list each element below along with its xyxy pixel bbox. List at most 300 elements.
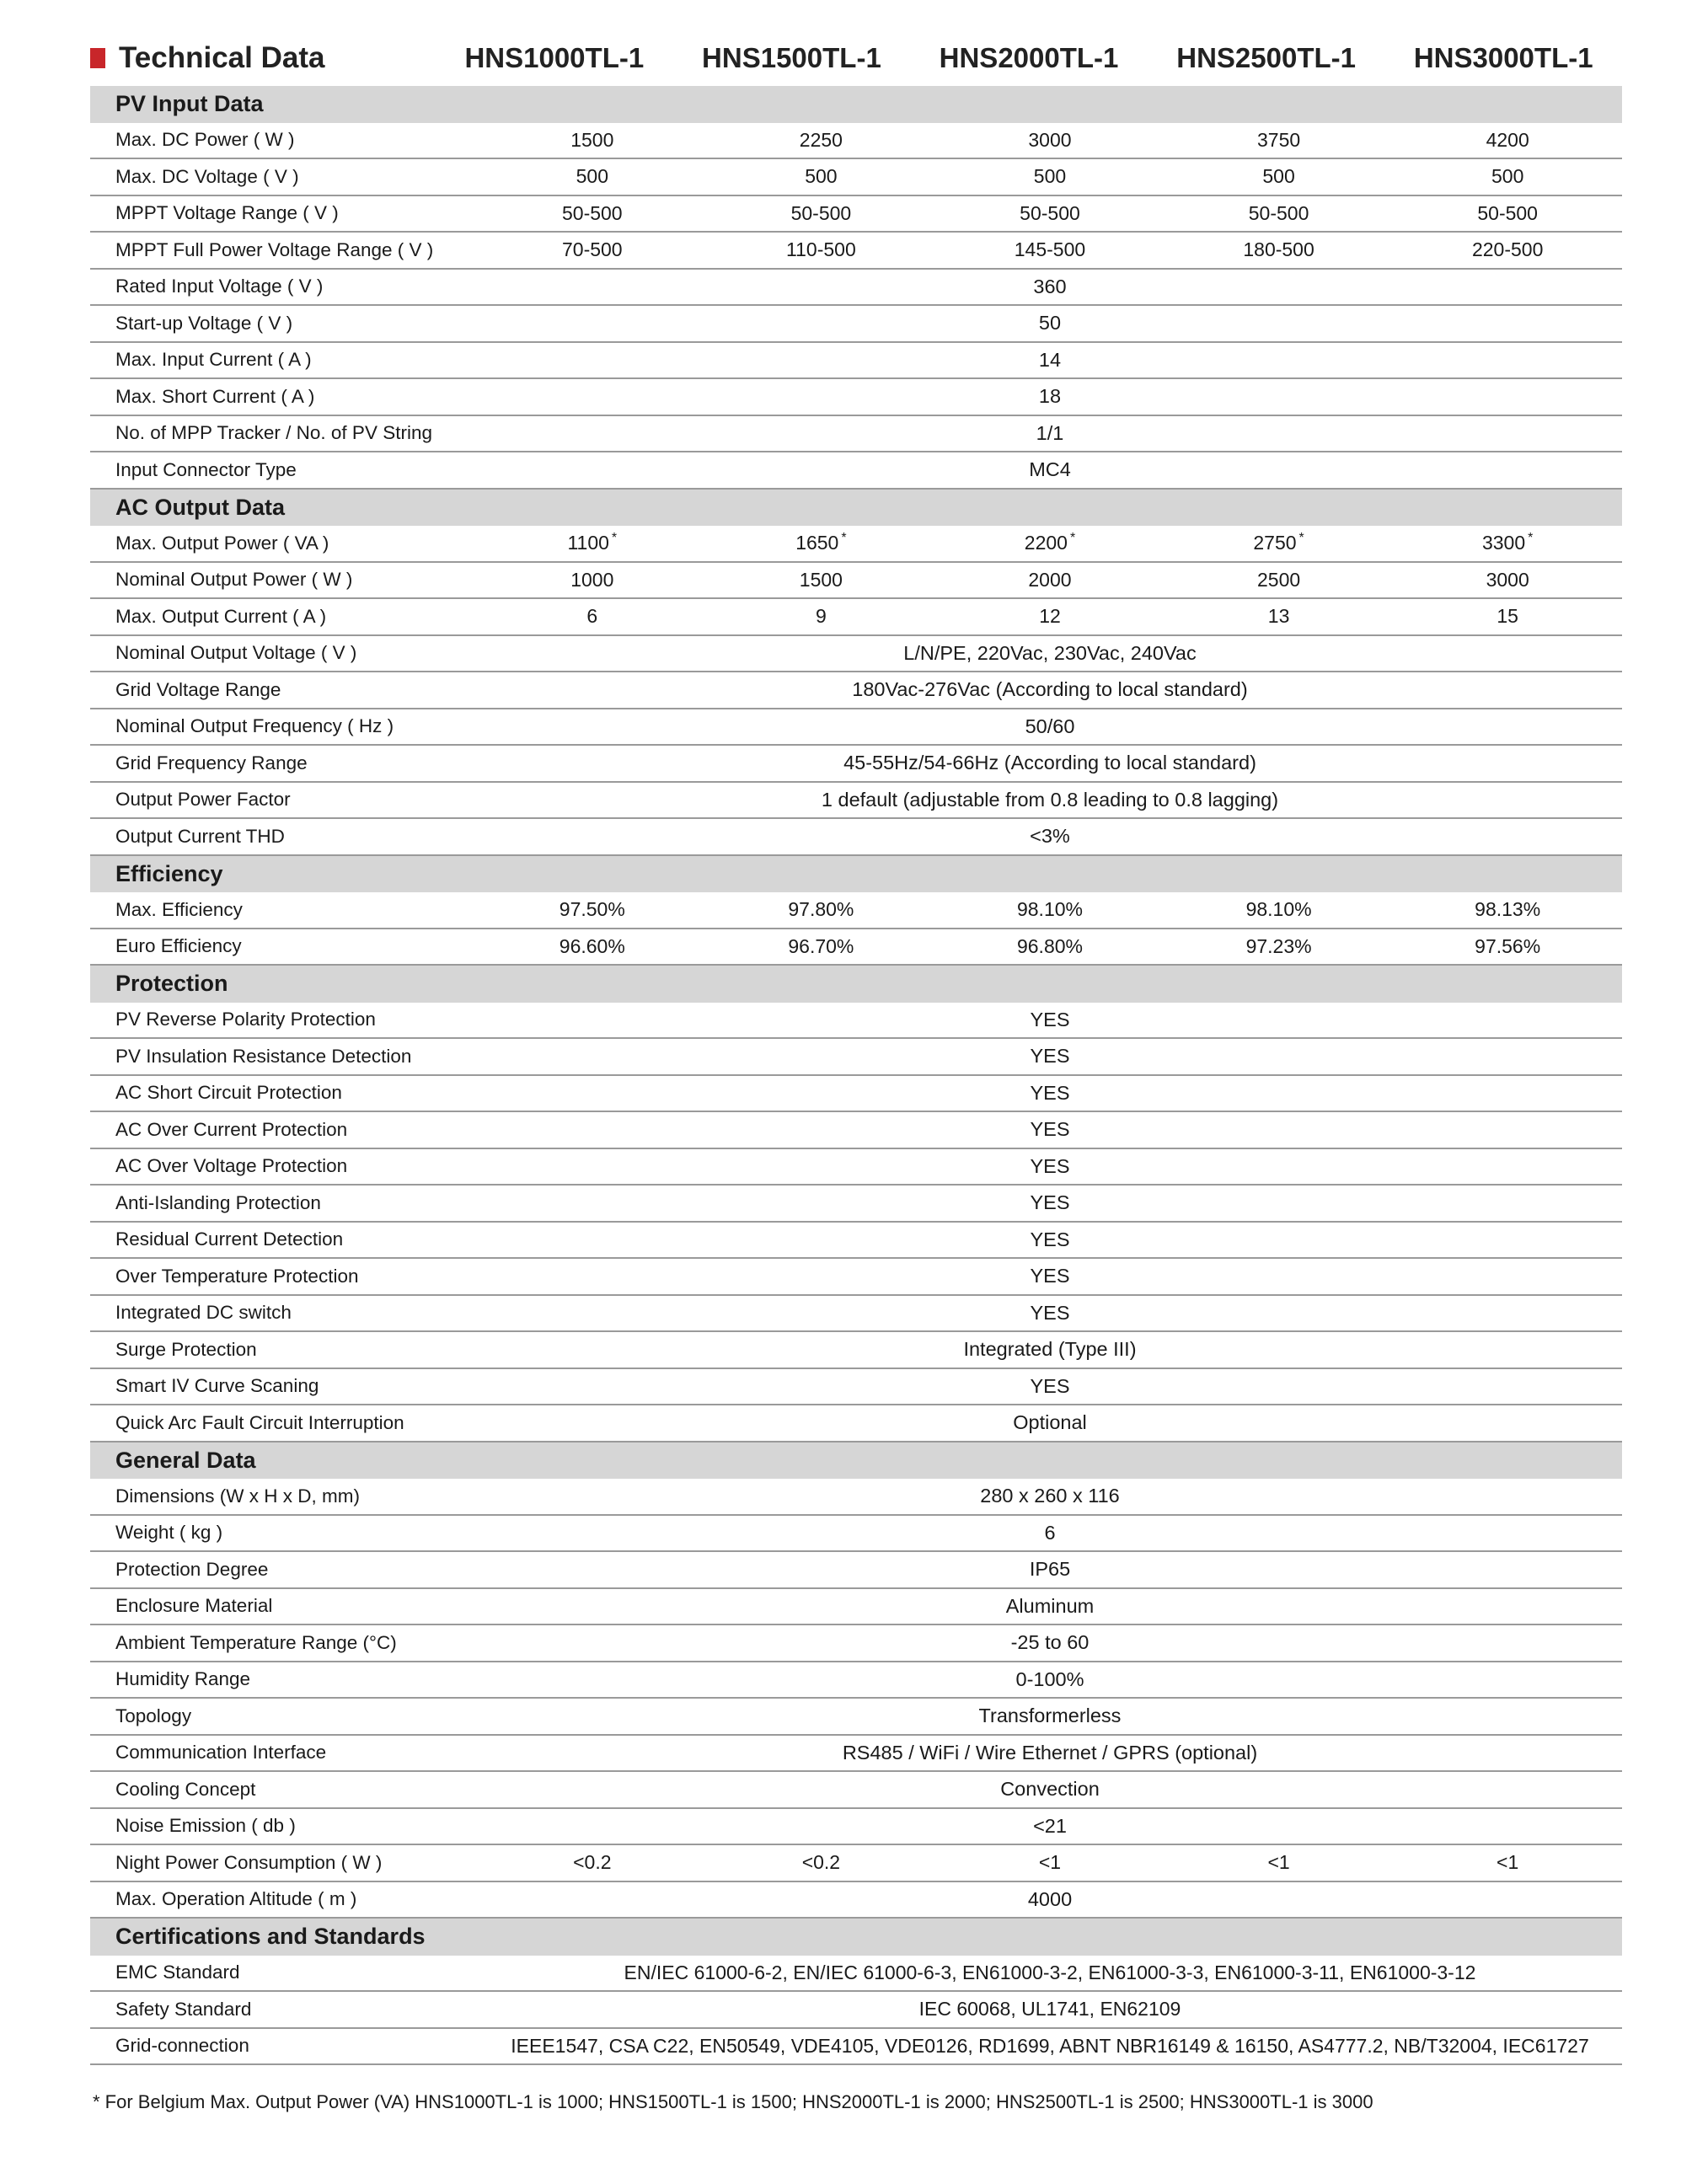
- table-row: [90, 1076, 1622, 1113]
- value-cell: [1393, 569, 1622, 591]
- row-label: Safety Standard: [115, 1998, 252, 2020]
- shared-value-cell: EN/IEC 61000-6-2, EN/IEC 61000-6-3, EN61000-3-2, EN61000-3-3, EN61000-3-11, EN61000-3-12: [624, 1961, 1476, 1983]
- value-cell: [478, 532, 707, 554]
- table-row: [90, 1369, 1622, 1406]
- row-values: [478, 1778, 1622, 1801]
- value-cell: [478, 569, 707, 591]
- value-cell: [478, 238, 707, 261]
- value-text: 180-500: [1243, 238, 1314, 261]
- value-cell: [1165, 129, 1394, 152]
- table-row: [90, 1259, 1622, 1296]
- row-values: [478, 1815, 1622, 1838]
- value-cell: [1393, 532, 1622, 554]
- shared-value-cell: YES: [1030, 1154, 1070, 1177]
- value-cell: [707, 605, 936, 628]
- row-values: [478, 1888, 1622, 1911]
- row-label: Enclosure Material: [115, 1595, 273, 1617]
- row-label: Anti-Islanding Protection: [115, 1191, 321, 1213]
- row-values: [478, 642, 1622, 665]
- row-values: [478, 1558, 1622, 1581]
- row-label: Input Connector Type: [115, 458, 297, 480]
- value-cell: [478, 1851, 707, 1874]
- value-text: 1100: [567, 532, 609, 554]
- table-row: [90, 233, 1622, 270]
- value-cell: [707, 532, 936, 554]
- value-cell: [707, 1851, 936, 1874]
- shared-value-cell: YES: [1030, 1081, 1070, 1104]
- row-values: [478, 1375, 1622, 1398]
- table-row: [90, 159, 1622, 196]
- table-row: [90, 672, 1622, 709]
- shared-value-cell: 4000: [1027, 1887, 1073, 1910]
- row-values: [478, 1411, 1622, 1434]
- row-label: Max. DC Power ( W ): [115, 129, 295, 151]
- table-row: [90, 892, 1622, 929]
- value-text: 96.70%: [788, 934, 854, 957]
- row-values: [478, 1668, 1622, 1691]
- value-text: 50-500: [561, 201, 623, 224]
- model-header-3: HNS2000TL-1: [939, 42, 1119, 73]
- shared-value-cell: YES: [1030, 1228, 1070, 1250]
- table-row: [90, 1956, 1622, 1993]
- section-header: [90, 1919, 1622, 1956]
- value-cell: [1165, 238, 1394, 261]
- row-values: [478, 2035, 1622, 2058]
- value-cell: [478, 165, 707, 188]
- value-text: 50-500: [1477, 201, 1538, 224]
- value-text: 97.56%: [1475, 934, 1541, 957]
- shared-value-cell: IEEE1547, CSA C22, EN50549, VDE4105, VDE0126, RD1699, ABNT NBR16149 & 16150, AS4777.2, NB/T32004, IEC61727: [511, 2034, 1589, 2057]
- table-row: [90, 1882, 1622, 1919]
- row-label: Night Power Consumption ( W ): [115, 1851, 383, 1873]
- value-cell: [935, 202, 1165, 225]
- row-label: Nominal Output Power ( W ): [115, 569, 353, 591]
- row-label: Topology: [115, 1705, 192, 1726]
- value-text: 1000: [570, 568, 614, 591]
- row-values: [478, 1265, 1622, 1287]
- shared-value-cell: 0-100%: [1015, 1667, 1084, 1690]
- value-text: 12: [1039, 605, 1061, 628]
- value-text: 6: [586, 605, 598, 628]
- table-row: [90, 343, 1622, 380]
- row-label: Over Temperature Protection: [115, 1265, 359, 1287]
- value-cell: [1165, 569, 1394, 591]
- value-cell: [707, 165, 936, 188]
- row-values: [478, 935, 1622, 958]
- value-cell: [478, 129, 707, 152]
- value-text: 50-500: [1248, 201, 1309, 224]
- value-cell: [935, 935, 1165, 958]
- row-values: [478, 1998, 1622, 2021]
- table-row: [90, 196, 1622, 233]
- row-label: Max. Output Power ( VA ): [115, 532, 329, 554]
- shared-value-cell: Convection: [1000, 1778, 1100, 1801]
- table-row: [90, 1992, 1622, 2029]
- shared-value-cell: 50: [1038, 312, 1062, 335]
- row-values: [478, 715, 1622, 738]
- value-text: 3300: [1481, 532, 1526, 554]
- value-text: 2200: [1024, 532, 1068, 554]
- value-cell: [1165, 165, 1394, 188]
- row-label: Grid Voltage Range: [115, 678, 281, 700]
- row-values: [478, 898, 1622, 921]
- row-label: AC Over Voltage Protection: [115, 1155, 348, 1177]
- shared-value-cell: IP65: [1029, 1558, 1071, 1581]
- footnote-marker: *: [1298, 531, 1304, 546]
- shared-value-cell: YES: [1030, 1008, 1070, 1030]
- value-text: 50-500: [790, 201, 852, 224]
- value-cell: [935, 898, 1165, 921]
- shared-value-cell: YES: [1030, 1118, 1070, 1141]
- table-row: [90, 1003, 1622, 1040]
- table-row: [90, 1149, 1622, 1186]
- table-row: [90, 1186, 1622, 1223]
- table-row: [90, 1552, 1622, 1589]
- row-values: [478, 276, 1622, 298]
- shared-value-cell: 360: [1033, 275, 1067, 297]
- value-text: <0.2: [801, 1851, 841, 1874]
- shared-value-cell: YES: [1030, 1301, 1070, 1324]
- row-values: [478, 165, 1622, 188]
- row-values: [478, 422, 1622, 445]
- row-values: [478, 238, 1622, 261]
- row-label: Protection Degree: [115, 1558, 269, 1580]
- table-row: [90, 1296, 1622, 1333]
- red-square-icon: [90, 48, 105, 68]
- row-label: Max. Operation Altitude ( m ): [115, 1888, 357, 1910]
- table-row: [90, 1736, 1622, 1773]
- row-label: AC Short Circuit Protection: [115, 1082, 342, 1104]
- row-values: [478, 1009, 1622, 1031]
- value-cell: [707, 238, 936, 261]
- row-values: [478, 1742, 1622, 1764]
- row-values: [478, 1082, 1622, 1105]
- page-title: Technical Data: [119, 41, 325, 74]
- section-header: [90, 86, 1622, 123]
- row-values: [478, 1045, 1622, 1068]
- table-row: [90, 1039, 1622, 1076]
- row-label: Grid-connection: [115, 2035, 249, 2057]
- value-cell: [707, 129, 936, 152]
- row-values: [478, 752, 1622, 774]
- value-text: 97.23%: [1245, 934, 1312, 957]
- row-label: Weight ( kg ): [115, 1522, 223, 1544]
- section-title: AC Output Data: [115, 494, 285, 520]
- value-cell: [1165, 532, 1394, 554]
- value-cell: [1165, 1851, 1394, 1874]
- value-text: 3000: [1028, 128, 1072, 151]
- row-values: [478, 678, 1622, 701]
- value-text: 500: [1491, 165, 1524, 188]
- value-text: 500: [576, 165, 608, 188]
- row-label: Smart IV Curve Scaning: [115, 1375, 319, 1397]
- row-label: Nominal Output Voltage ( V ): [115, 642, 357, 664]
- row-values: [478, 129, 1622, 152]
- row-values: [478, 1302, 1622, 1325]
- title-cell: [90, 41, 436, 75]
- value-text: 2750: [1253, 532, 1297, 554]
- row-label: Cooling Concept: [115, 1778, 256, 1800]
- row-values: [478, 1595, 1622, 1618]
- row-label: Max. Output Current ( A ): [115, 605, 327, 627]
- row-values: [478, 202, 1622, 225]
- shared-value-cell: 45-55Hz/54-66Hz (According to local standard): [843, 752, 1256, 774]
- table-row: [90, 526, 1622, 563]
- value-text: 98.10%: [1016, 898, 1083, 921]
- table-row: [90, 599, 1622, 636]
- row-label: Dimensions (W x H x D, mm): [115, 1485, 361, 1507]
- value-text: 110-500: [786, 238, 856, 261]
- row-values: [478, 1485, 1622, 1507]
- value-text: 98.13%: [1475, 898, 1541, 921]
- value-text: 220-500: [1471, 238, 1544, 261]
- shared-value-cell: YES: [1030, 1265, 1070, 1287]
- row-label: Nominal Output Frequency ( Hz ): [115, 715, 394, 737]
- row-label: EMC Standard: [115, 1962, 240, 1983]
- table-row: [90, 2029, 1622, 2066]
- shared-value-cell: L/N/PE, 220Vac, 230Vac, 240Vac: [903, 641, 1197, 664]
- row-label: Output Current THD: [115, 825, 285, 847]
- value-cell: [1393, 898, 1622, 921]
- value-cell: [1165, 935, 1394, 958]
- value-cell: [1393, 935, 1622, 958]
- row-label: Residual Current Detection: [115, 1228, 344, 1250]
- value-text: 3000: [1486, 568, 1529, 591]
- row-label: Max. Efficiency: [115, 898, 243, 920]
- table-row: [90, 1405, 1622, 1442]
- row-values: [478, 1705, 1622, 1727]
- shared-value-cell: Aluminum: [1005, 1594, 1095, 1617]
- value-text: 50-500: [1020, 201, 1080, 224]
- value-cell: [478, 898, 707, 921]
- table-row: [90, 563, 1622, 600]
- footnote-marker: *: [1069, 531, 1076, 546]
- row-values: [478, 458, 1622, 481]
- row-label: No. of MPP Tracker / No. of PV String: [115, 422, 432, 444]
- value-text: <0.2: [573, 1851, 612, 1874]
- shared-value-cell: YES: [1030, 1191, 1070, 1214]
- table-row: [90, 1809, 1622, 1846]
- row-label: Surge Protection: [115, 1338, 257, 1360]
- value-cell: [1165, 898, 1394, 921]
- value-text: 97.80%: [788, 898, 854, 921]
- shared-value-cell: MC4: [1029, 458, 1071, 481]
- shared-value-cell: 6: [1044, 1521, 1056, 1544]
- value-cell: [1165, 605, 1394, 628]
- section-header: [90, 856, 1622, 893]
- value-cell: [935, 165, 1165, 188]
- model-header: [436, 42, 1622, 74]
- table-row: [90, 1625, 1622, 1662]
- value-text: 70-500: [561, 238, 623, 261]
- row-label: PV Reverse Polarity Protection: [115, 1009, 376, 1030]
- value-cell: [478, 202, 707, 225]
- row-values: [478, 1118, 1622, 1141]
- footnote-marker: *: [611, 531, 618, 546]
- row-values: [478, 605, 1622, 628]
- table-row: [90, 1589, 1622, 1626]
- shared-value-cell: -25 to 60: [1010, 1631, 1090, 1654]
- row-label: Max. Input Current ( A ): [115, 349, 312, 371]
- row-values: [478, 825, 1622, 848]
- table-row: [90, 636, 1622, 673]
- row-values: [478, 1522, 1622, 1544]
- row-label: MPPT Full Power Voltage Range ( V ): [115, 238, 434, 260]
- value-text: 98.10%: [1245, 898, 1312, 921]
- value-text: 2500: [1256, 568, 1301, 591]
- row-values: [478, 1338, 1622, 1361]
- value-text: 1650: [795, 532, 839, 554]
- table-row: [90, 1223, 1622, 1260]
- table-row: [90, 416, 1622, 453]
- row-values: [478, 385, 1622, 408]
- value-text: <1: [1038, 1851, 1062, 1874]
- shared-value-cell: 50/60: [1025, 715, 1075, 737]
- section-header: [90, 966, 1622, 1003]
- value-text: 96.80%: [1016, 934, 1083, 957]
- table-row: [90, 1479, 1622, 1516]
- row-label: Max. DC Voltage ( V ): [115, 165, 299, 187]
- value-cell: [935, 569, 1165, 591]
- model-header-4: HNS2500TL-1: [1176, 42, 1356, 73]
- row-values: [478, 789, 1622, 811]
- table-row: [90, 746, 1622, 783]
- value-cell: [1165, 202, 1394, 225]
- row-values: [478, 312, 1622, 335]
- row-values: [478, 1851, 1622, 1874]
- value-cell: [1393, 129, 1622, 152]
- row-label: MPPT Voltage Range ( V ): [115, 202, 339, 224]
- shared-value-cell: 1/1: [1036, 421, 1064, 444]
- value-text: 500: [1033, 165, 1067, 188]
- spec-table: [90, 86, 1622, 2065]
- section-title: General Data: [115, 1447, 256, 1473]
- value-text: 96.60%: [559, 934, 625, 957]
- section-title: Efficiency: [115, 860, 223, 886]
- row-label: Max. Short Current ( A ): [115, 385, 315, 407]
- shared-value-cell: 280 x 260 x 116: [980, 1485, 1120, 1507]
- table-row: [90, 379, 1622, 416]
- row-label: Communication Interface: [115, 1742, 327, 1764]
- value-text: 1500: [799, 568, 843, 591]
- model-header-5: HNS3000TL-1: [1413, 42, 1593, 73]
- shared-value-cell: 180Vac-276Vac (According to local standard): [852, 678, 1248, 701]
- shared-value-cell: 18: [1038, 385, 1062, 408]
- value-text: 4200: [1486, 128, 1529, 151]
- value-text: 500: [1262, 165, 1295, 188]
- value-text: 9: [815, 605, 827, 628]
- row-values: [478, 1962, 1622, 1984]
- title-row: [90, 30, 1622, 86]
- section-header: [90, 1442, 1622, 1480]
- value-text: <1: [1267, 1851, 1290, 1874]
- row-label: Output Power Factor: [115, 789, 291, 811]
- row-values: [478, 1191, 1622, 1214]
- value-cell: [935, 238, 1165, 261]
- table-row: [90, 1845, 1622, 1882]
- row-label: Humidity Range: [115, 1668, 251, 1690]
- row-values: [478, 1631, 1622, 1654]
- value-cell: [707, 202, 936, 225]
- shared-value-cell: <3%: [1030, 825, 1070, 848]
- shared-value-cell: Integrated (Type III): [963, 1338, 1137, 1361]
- shared-value-cell: Optional: [1013, 1411, 1087, 1434]
- table-row: [90, 709, 1622, 747]
- shared-value-cell: IEC 60068, UL1741, EN62109: [918, 1998, 1181, 2021]
- value-cell: [707, 935, 936, 958]
- row-values: [478, 569, 1622, 591]
- value-text: 13: [1267, 605, 1290, 628]
- footnote: * For Belgium Max. Output Power (VA) HNS1000TL-1 is 1000; HNS1500TL-1 is 1500; HNS2000TL-1 is 2000; HNS2500TL-1 is 2500; HNS3000TL-1 is 3000: [93, 2091, 1373, 2112]
- value-text: <1: [1497, 1851, 1519, 1874]
- shared-value-cell: YES: [1030, 1045, 1070, 1068]
- row-values: [478, 1228, 1622, 1251]
- shared-value-cell: 1 default (adjustable from 0.8 leading to 0.8 lagging): [821, 788, 1279, 811]
- section-title: Certifications and Standards: [115, 1924, 426, 1950]
- table-row: [90, 1772, 1622, 1809]
- value-text: 15: [1497, 605, 1518, 628]
- shared-value-cell: YES: [1030, 1374, 1070, 1397]
- value-text: 2250: [799, 128, 843, 151]
- table-row: [90, 1332, 1622, 1369]
- value-cell: [1393, 165, 1622, 188]
- value-text: 2000: [1028, 568, 1072, 591]
- value-text: 500: [805, 165, 838, 188]
- row-label: AC Over Current Protection: [115, 1118, 348, 1140]
- value-cell: [1393, 605, 1622, 628]
- row-label: PV Insulation Resistance Detection: [115, 1045, 412, 1067]
- value-cell: [478, 605, 707, 628]
- table-row: [90, 452, 1622, 490]
- model-header-2: HNS1500TL-1: [702, 42, 881, 73]
- shared-value-cell: <21: [1033, 1814, 1067, 1837]
- value-cell: [935, 532, 1165, 554]
- row-values: [478, 349, 1622, 372]
- footnote-marker: *: [1528, 531, 1534, 546]
- table-row: [90, 783, 1622, 820]
- table-row: [90, 123, 1622, 160]
- value-cell: [707, 898, 936, 921]
- row-label: Integrated DC switch: [115, 1302, 292, 1324]
- row-values: [478, 1155, 1622, 1178]
- section-title: Protection: [115, 971, 228, 997]
- row-label: Noise Emission ( db ): [115, 1815, 296, 1837]
- technical-data-sheet: [90, 30, 1622, 2065]
- shared-value-cell: RS485 / WiFi / Wire Ethernet / GPRS (optional): [842, 1741, 1258, 1764]
- footnote-marker: *: [841, 531, 847, 546]
- value-cell: [935, 605, 1165, 628]
- row-label: Quick Arc Fault Circuit Interruption: [115, 1411, 404, 1433]
- table-row: [90, 1516, 1622, 1553]
- value-text: 97.50%: [559, 898, 625, 921]
- table-row: [90, 1662, 1622, 1699]
- section-title: PV Input Data: [115, 91, 264, 117]
- shared-value-cell: Transformerless: [978, 1705, 1122, 1727]
- value-text: 145-500: [1014, 238, 1086, 261]
- table-row: [90, 929, 1622, 966]
- row-label: Grid Frequency Range: [115, 752, 308, 773]
- shared-value-cell: 14: [1038, 348, 1062, 371]
- table-row: [90, 270, 1622, 307]
- value-cell: [1393, 238, 1622, 261]
- table-row: [90, 1699, 1622, 1736]
- row-label: Start-up Voltage ( V ): [115, 312, 293, 334]
- value-text: 3750: [1256, 128, 1301, 151]
- model-header-1: HNS1000TL-1: [464, 42, 645, 73]
- table-row: [90, 306, 1622, 343]
- value-text: 1500: [570, 128, 614, 151]
- row-values: [478, 532, 1622, 554]
